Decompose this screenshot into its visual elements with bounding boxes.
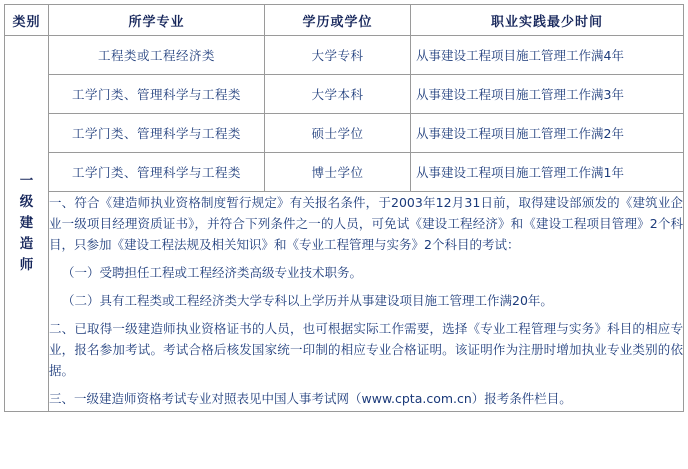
category-char: 师 (19, 257, 34, 273)
table-row (5, 153, 684, 192)
category-char: 建 (19, 215, 34, 231)
note-paragraph: 三、一级建造师资格考试专业对照表见中国人事考试网（www.cpta.com.cn）报考条件栏目。 (49, 391, 572, 406)
cell-major: 工学门类、管理科学与工程类 (49, 75, 265, 114)
table-row (5, 75, 684, 114)
category-label-cell (5, 36, 49, 412)
note-paragraph: 一、符合《建造师执业资格制度暂行规定》有关报名条件，于2003年12月31日前，取得建设部颁发的《建筑业企业一级项目经理资质证书》，并符合下列条件之一的人员，可免试《建设工程经济》和《建设工程项目管理》2个科目，只参加《建设工程法规及相关知识》和《专业工程管理与实务》2个科目的考试： (49, 195, 683, 252)
category-char: 造 (19, 236, 34, 252)
table-header-row (5, 5, 684, 36)
notes-row (5, 192, 684, 412)
column-header-major: 所学专业 (49, 5, 265, 36)
cell-degree: 大学本科 (265, 75, 411, 114)
cell-degree: 博士学位 (265, 153, 411, 192)
note-paragraph: 二、已取得一级建造师执业资格证书的人员，也可根据实际工作需要，选择《专业工程管理与实务》科目的相应专业，报名参加考试。考试合格后核发国家统一印制的相应专业合格证明。该证明作为注册时增加执业专业类别的依据。 (49, 321, 683, 378)
note-paragraph: （二）具有工程类或工程经济类大学专科以上学历并从事建设项目施工管理工作满20年。 (62, 293, 553, 308)
category-char: 级 (19, 194, 34, 210)
cell-practice: 从事建设工程项目施工管理工作满2年 (411, 114, 684, 153)
cell-major: 工学门类、管理科学与工程类 (49, 114, 265, 153)
cell-practice: 从事建设工程项目施工管理工作满4年 (411, 36, 684, 75)
note-paragraph: （一）受聘担任工程或工程经济类高级专业技术职务。 (62, 265, 363, 280)
column-header-degree: 学历或学位 (265, 5, 411, 36)
cell-degree: 硕士学位 (265, 114, 411, 153)
category-char: 一 (19, 173, 34, 189)
qualification-table (4, 4, 684, 412)
cell-major: 工程类或工程经济类 (49, 36, 265, 75)
cell-major: 工学门类、管理科学与工程类 (49, 153, 265, 192)
cell-degree: 大学专科 (265, 36, 411, 75)
table-row (5, 36, 684, 75)
table-row (5, 114, 684, 153)
cell-practice: 从事建设工程项目施工管理工作满3年 (411, 75, 684, 114)
cell-practice: 从事建设工程项目施工管理工作满1年 (411, 153, 684, 192)
notes-cell (49, 192, 684, 412)
column-header-category: 类别 (5, 5, 49, 36)
column-header-practice: 职业实践最少时间 (411, 5, 684, 36)
